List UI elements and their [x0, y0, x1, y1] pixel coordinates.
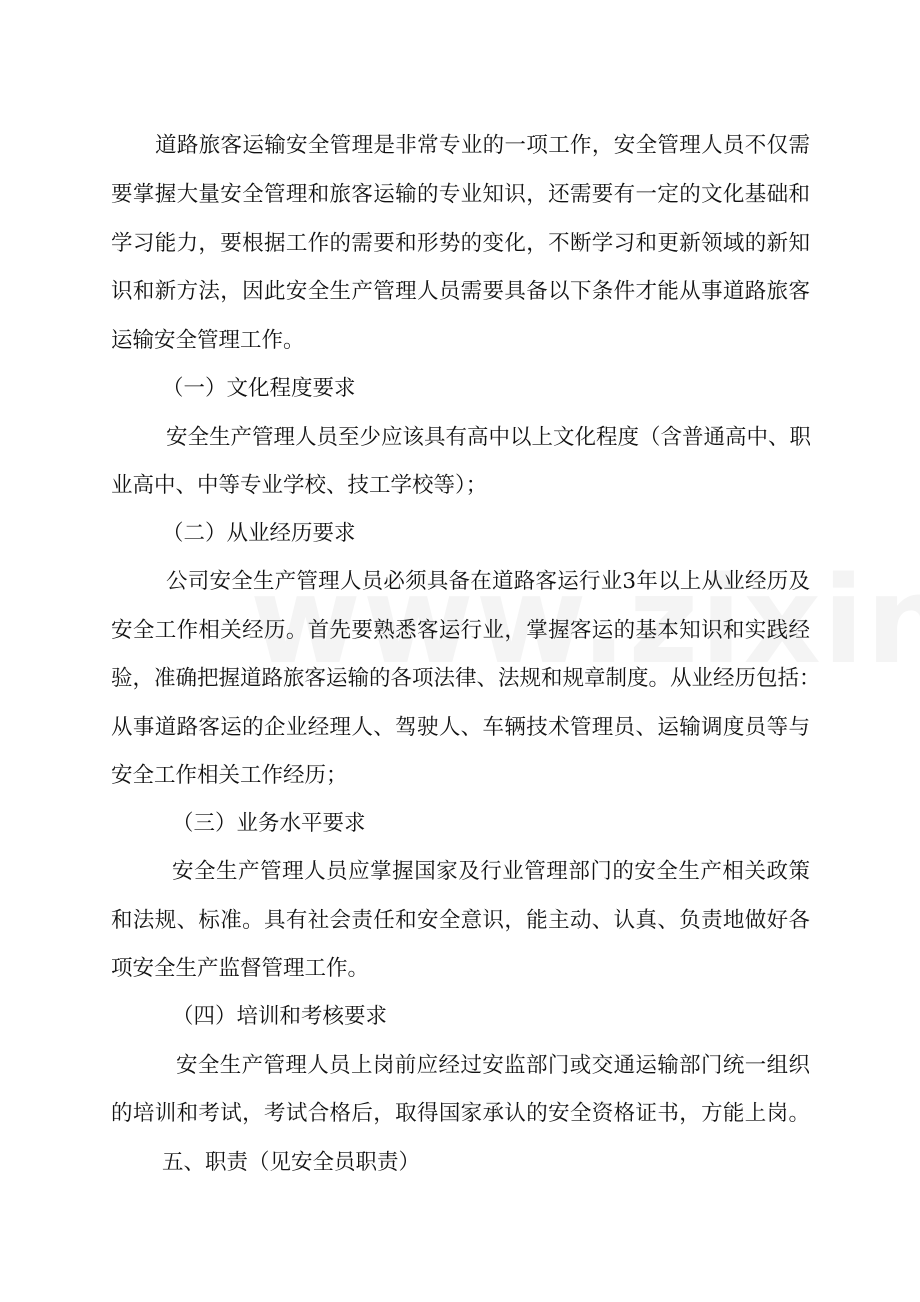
section-heading: （三）业务水平要求 — [172, 811, 366, 836]
body-line: 业高中、中等专业学校、技工学校等）； — [111, 473, 488, 498]
body-line: 安全生产管理人员上岗前应经过安监部门或交通运输部门统一组织 — [176, 1053, 810, 1078]
body-line: 安全工作相关工作经历； — [111, 763, 348, 788]
body-line: 的培训和考试，考试合格后，取得国家承认的安全资格证书，方能上岗。 — [111, 1101, 810, 1126]
body-line: 学习能力，要根据工作的需要和形势的变化，不断学习和更新领域的新知 — [111, 231, 810, 256]
section-heading: 五、职责（见安全员职责） — [162, 1150, 421, 1175]
section-heading: （二）从业经历要求 — [162, 521, 356, 546]
body-line: 要掌握大量安全管理和旅客运输的专业知识，还需要有一定的文化基础和 — [111, 182, 810, 207]
body-line: 从事道路客运的企业经理人、驾驶人、车辆技术管理员、运输调度员等与 — [111, 715, 810, 740]
body-line: 安全生产管理人员应掌握国家及行业管理部门的安全生产相关政策 — [172, 859, 810, 884]
body-line: 识和新方法，因此安全生产管理人员需要具备以下条件才能从事道路旅客 — [111, 279, 810, 304]
body-line: 验，准确把握道路旅客运输的各项法律、法规和规章制度。从业经历包括： — [111, 666, 821, 691]
body-line: 道路旅客运输安全管理是非常专业的一项工作，安全管理人员不仅需 — [155, 133, 810, 158]
body-line: 和法规、标准。具有社会责任和安全意识，能主动、认真、负责地做好各 — [111, 908, 810, 933]
section-heading: （一）文化程度要求 — [162, 376, 356, 401]
body-line: 安全工作相关经历。首先要熟悉客运行业，掌握客运的基本知识和实践经 — [111, 618, 810, 643]
section-heading: （四）培训和考核要求 — [172, 1004, 388, 1029]
body-line: 安全生产管理人员至少应该具有高中以上文化程度（含普通高中、职 — [166, 425, 812, 450]
body-line: 项安全生产监督管理工作。 — [111, 956, 370, 981]
body-line: 公司安全生产管理人员必须具备在道路客运行业3年以上从业经历及 — [166, 569, 810, 594]
body-line: 运输安全管理工作。 — [111, 328, 305, 353]
